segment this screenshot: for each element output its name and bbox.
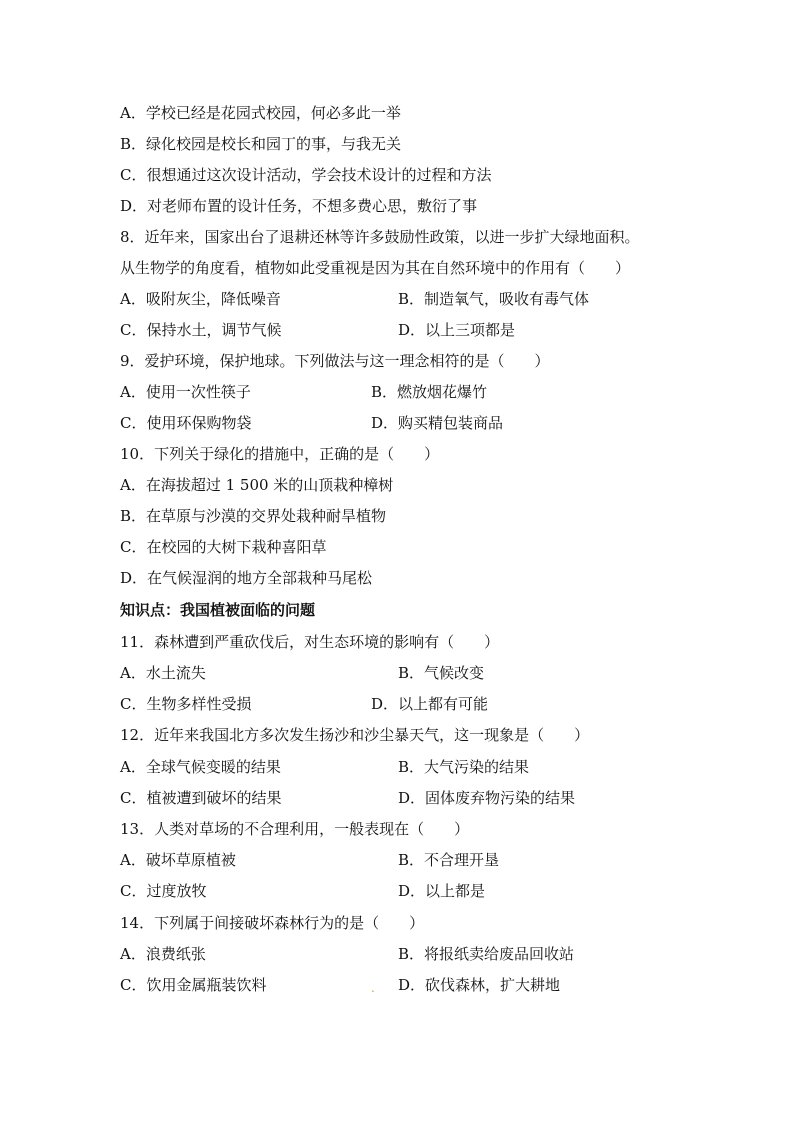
q7-option-b: B．绿化校园是校长和园丁的事，与我无关 xyxy=(120,135,402,153)
q14-option-c: C．饮用金属瓶装饮料 xyxy=(120,976,267,994)
q12-option-c: C．植被遭到破坏的结果 xyxy=(120,789,282,807)
q13-stem: 13．人类对草场的不合理利用，一般表现在（ ） xyxy=(120,820,470,838)
q10-option-c: C．在校园的大树下栽种喜阳草 xyxy=(120,538,327,556)
q11-stem: 11．森林遭到严重砍伐后，对生态环境的影响有（ ） xyxy=(120,633,500,651)
q13-option-d: D．以上都是 xyxy=(398,882,486,900)
q8-stem-line2: 从生物学的角度看，植物如此受重视是因为其在自然环境中的作用有（ ） xyxy=(120,259,631,277)
q13-option-b: B．不合理开垦 xyxy=(398,851,500,869)
q11-option-c: C．生物多样性受损 xyxy=(120,695,252,713)
q9-stem: 9．爱护环境，保护地球。下列做法与这一理念相符的是（ ） xyxy=(120,352,550,370)
q12-option-b: B．大气污染的结果 xyxy=(398,758,530,776)
q10-option-a: A．在海拔超过 1 500 米的山顶栽种樟树 xyxy=(120,476,394,494)
q8-option-b: B．制造氧气，吸收有毒气体 xyxy=(398,290,590,308)
q12-option-d: D．固体废弃物污染的结果 xyxy=(398,789,576,807)
q11-option-b: B．气候改变 xyxy=(398,664,485,682)
section-title: 知识点：我国植被面临的问题 xyxy=(120,601,316,619)
q8-option-d: D．以上三项都是 xyxy=(398,321,516,339)
q9-option-a: A．使用一次性筷子 xyxy=(120,383,251,401)
q9-option-b: B．燃放烟花爆竹 xyxy=(371,383,488,401)
stray-dot: . xyxy=(371,981,375,995)
q8-option-a: A．吸附灰尘，降低噪音 xyxy=(120,290,281,308)
q7-option-d: D．对老师布置的设计任务，不想多费心思，敷衍了事 xyxy=(120,197,478,215)
q13-option-c: C．过度放牧 xyxy=(120,882,207,900)
q14-option-a: A．浪费纸张 xyxy=(120,945,206,963)
q10-option-b: B．在草原与沙漠的交界处栽种耐旱植物 xyxy=(120,507,387,525)
q12-option-a: A．全球气候变暖的结果 xyxy=(120,758,281,776)
q14-stem: 14．下列属于间接破坏森林行为的是（ ） xyxy=(120,914,425,932)
q14-option-d: D．砍伐森林，扩大耕地 xyxy=(398,976,561,994)
q7-option-a: A．学校已经是花园式校园，何必多此一举 xyxy=(120,104,401,122)
q12-stem: 12．近年来我国北方多次发生扬沙和沙尘暴天气，这一现象是（ ） xyxy=(120,726,590,744)
q10-option-d: D．在气候湿润的地方全部栽种马尾松 xyxy=(120,569,373,587)
q11-option-a: A．水土流失 xyxy=(120,664,206,682)
q14-option-b: B．将报纸卖给废品回收站 xyxy=(398,945,575,963)
q8-option-c: C．保持水土，调节气候 xyxy=(120,321,282,339)
q11-option-d: D．以上都有可能 xyxy=(371,695,489,713)
q10-stem: 10．下列关于绿化的措施中，正确的是（ ） xyxy=(120,445,440,463)
q9-option-c: C．使用环保购物袋 xyxy=(120,414,252,432)
q8-stem-line1: 8．近年来，国家出台了退耕还林等许多鼓励性政策，以进一步扩大绿地面积。 xyxy=(120,228,640,246)
q13-option-a: A．破坏草原植被 xyxy=(120,851,236,869)
q9-option-d: D．购买精包装商品 xyxy=(371,414,504,432)
q7-option-c: C．很想通过这次设计活动，学会技术设计的过程和方法 xyxy=(120,166,492,184)
